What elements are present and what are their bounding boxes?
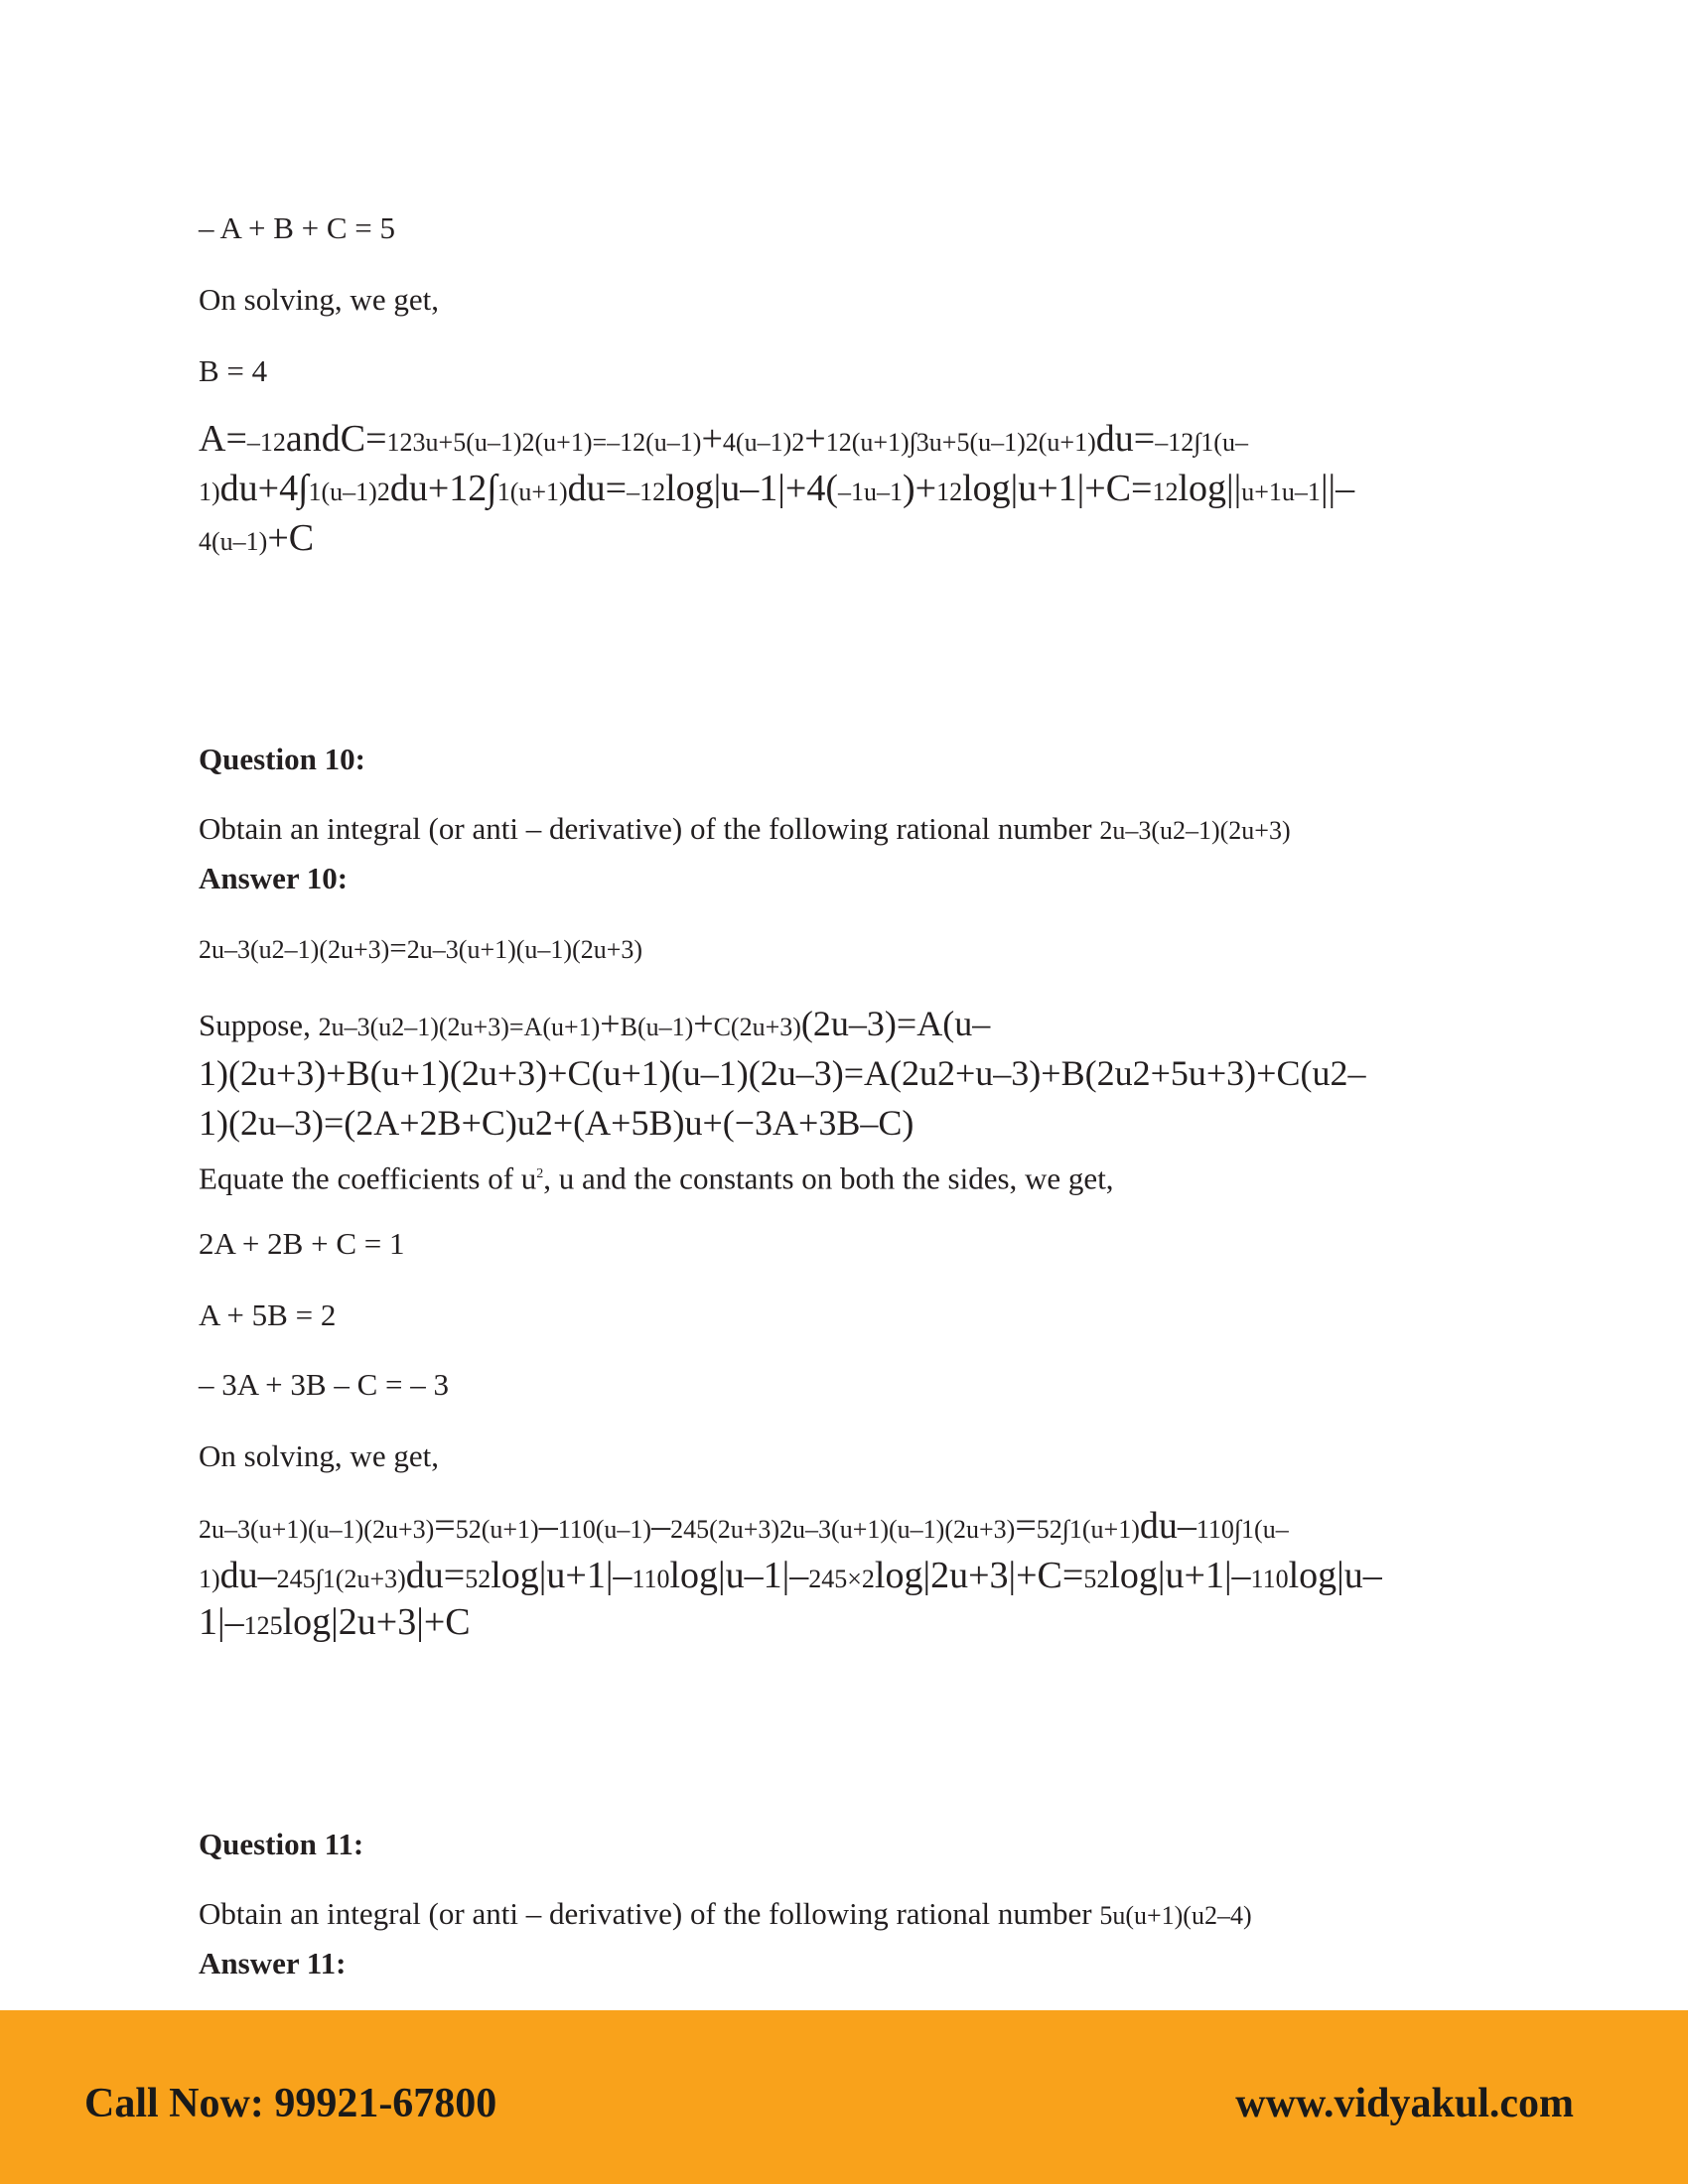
- answer-10-heading: Answer 10:: [199, 861, 349, 895]
- question-11-heading: Question 11:: [199, 1827, 364, 1861]
- question-10-heading: Question 10:: [199, 742, 365, 776]
- suppose-line-1: Suppose, 2u–3(u2–1)(2u+3)=A(u+1)+B(u–1)+C(2u+3)(2u–3)=A(u–: [199, 1004, 991, 1043]
- equation-line: 2A + 2B + C = 1: [199, 1226, 405, 1261]
- question-10-text: Obtain an integral (or anti – derivative) of the following rational number 2u–3(u2–1)(2u+3): [199, 811, 1291, 846]
- question-11-text: Obtain an integral (or anti – derivative) of the following rational number 5u(u+1)(u2–4): [199, 1896, 1252, 1931]
- equation-line: – 3A + 3B – C = – 3: [199, 1367, 449, 1402]
- equation-line: – A + B + C = 5: [199, 210, 396, 245]
- math-result-line-2: 1)du+4∫1(u–1)2du+12∫1(u+1)du=–12log|u–1|+4(–1u–1)+12log|u+1|+C=12log||u+1u–1||–: [199, 468, 1355, 509]
- suppose-line-2: 1)(2u+3)+B(u+1)(2u+3)+C(u+1)(u–1)(2u–3)=A(2u2+u–3)+B(2u2+5u+3)+C(u2–: [199, 1053, 1366, 1093]
- call-now-text: Call Now: 99921-67800: [84, 2081, 497, 2126]
- answer-11-heading: Answer 11:: [199, 1946, 347, 1980]
- math-result-line-1: 2u–3(u+1)(u–1)(2u+3)=52(u+1)–110(u–1)–245(2u+3)2u–3(u+1)(u–1)(2u+3)=52∫1(u+1)du–110∫1(u–: [199, 1505, 1289, 1547]
- math-result-line-2: 1)du–245∫1(2u+3)du=52log|u+1|–110log|u–1|–245×2log|2u+3|+C=52log|u+1|–110log|u–: [199, 1555, 1382, 1596]
- equate-text: Equate the coefficients of $u^2$, u and the constants on both the sides, we get,: [199, 1160, 1114, 1196]
- math-result-line-3: 1|–125log|2u+3|+C: [199, 1601, 471, 1643]
- website-link[interactable]: www.vidyakul.com: [1235, 2081, 1574, 2126]
- footer-banner: [0, 2010, 1688, 2184]
- math-result-line-3: 4(u–1)+C: [199, 517, 315, 559]
- solving-text: On solving, we get,: [199, 282, 439, 317]
- math-identity-line: 2u–3(u2–1)(2u+3)=2u–3(u+1)(u–1)(2u+3): [199, 930, 643, 965]
- solving-text: On solving, we get,: [199, 1438, 439, 1473]
- equation-line: B = 4: [199, 353, 268, 388]
- equation-line: A + 5B = 2: [199, 1297, 337, 1332]
- suppose-line-3: 1)(2u–3)=(2A+2B+C)u2+(A+5B)u+(−3A+3B–C): [199, 1103, 914, 1143]
- math-result-line-1: A=–12andC=123u+5(u–1)2(u+1)=–12(u–1)+4(u–1)2+12(u+1)∫3u+5(u–1)2(u+1)du=–12∫1(u–: [199, 418, 1248, 460]
